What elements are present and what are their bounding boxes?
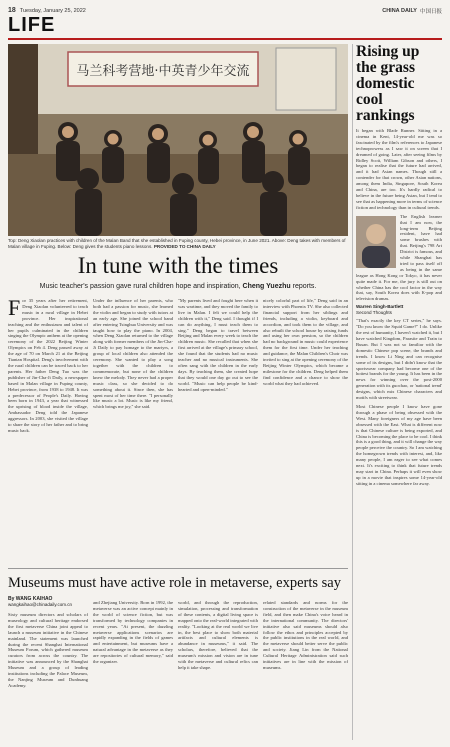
second-text-2: and Zhejiang University. Born in 1992, the metaverse was an active concept mainly in the world of science fiction, but was transformed by technology companies in recent years. "At present, the dazzling metaverse applications scenarios are rapidly expanding in the fields of games and entertainment, but museums have a natural advantage in the metaverse as they are repositories of cultural memory," said the organizer. bbox=[93, 600, 173, 665]
caption-text: Top: Deng Xiaolan practices with children of the Malan Band that she established in Fuping county, Hebei province, in June 2021. Above: Deng takes with members of Malan village in Fuping. Below: Deng gives the students piano lessons. bbox=[8, 238, 346, 249]
byline-name: By WANG KAIHAO bbox=[8, 596, 53, 602]
portrait-illustration bbox=[356, 216, 396, 268]
section-title: LIFE bbox=[8, 14, 56, 36]
columnist-name: Warren Singh-Bartlett bbox=[356, 304, 404, 310]
story-column-2 bbox=[93, 298, 173, 560]
main-headline: In tune with the times bbox=[77, 253, 279, 278]
sidebar-text-4: Most Chinese people I know have gone through a phase of being obsessed with the West. Many foreigners of my age have been obsessed with the East. What is different now is that Chinese culture is being exported, and China is becoming the place to be cool. I think this is a good thing, and it will change the way people perceive the country. So I am watching the homegrown trends with interest, and, like many people, I am eager to see what comes next. It's exciting to think that future trends may start in China. Perhaps it will even show up in a movie that inspires some 14-year-old sitting in a cinema somewhere far away. bbox=[356, 403, 442, 486]
photo-credit: PROVIDED TO CHINA DAILY bbox=[153, 243, 216, 249]
banner-text: 马兰科考营地·中英青少年交流 bbox=[76, 64, 250, 79]
sidebar-headline: Rising up the grass domestic cool rankings bbox=[356, 44, 420, 124]
deck-suffix: reports. bbox=[292, 283, 317, 290]
columnist-caption bbox=[356, 304, 442, 315]
columnist-portrait bbox=[356, 216, 396, 268]
issue-date: Tuesday, January 25, 2022 bbox=[19, 7, 86, 14]
story-text-3: "My parents lived and fought here when it was wartime, and they moved the family to live in Malan. I felt we could help the children with it," Deng said. I thought if I can do anything, I must teach them to sing." Deng began to travel between Beijing and Malan every week to teach the children music. She recalled that when she first arrived at the village's primary school, she found that the students had no music teacher and no musical instruments. She often sang with the children in the early days. By teaching them, she created hope that they would one day go out to see the world. "Music can help people be kind-hearted and open-minded." bbox=[178, 298, 258, 392]
sidebar-text-3: "That's exactly the key CT series," he says. "Do you know the Squid Game?" I do. Unlike the rest of humanity, I haven't watched it, but I have watched Kingdom, Parasite and Train to Busan. But I was not so familiar with the domestic Chinese pop scene, the brands and trends. I know Li Ning and can recognise some of its designs, but I didn't know that the sportswear company had become one of the hottest brands for the young. It has been in the news for winning over the post-2000 generation with its guochao, or 'national trend' designs, which mix Chinese characters and motifs with streetwear. bbox=[356, 318, 442, 401]
page-header bbox=[8, 6, 442, 15]
story-column-1 bbox=[8, 298, 88, 560]
sidebar-divider bbox=[352, 44, 353, 740]
columnist-role: Second Thoughts bbox=[356, 309, 392, 315]
sidebar-text-1: It began with Blade Runner. Sitting in a cinema in Kent, 14-year-old me was so fascinated by the film's references to Japanese technoprowess as I saw it on screen that I dreamed of going. Later, after seeing films by Ridley Scott, William Gibson and others, I began to realise that the future had arrived, and it had Asian names. Though still a contender for that crown, other Asian nations, among them India, Singapore, South Korea and China, are too. It's hardly radical to believe in the future being Asian, but I tend to see that as happening more in terms of science fiction and technology than in cultural trends. bbox=[356, 128, 442, 210]
sidebar-column bbox=[356, 44, 442, 740]
photo-caption bbox=[8, 238, 348, 249]
second-column-3 bbox=[178, 600, 258, 740]
main-deck bbox=[8, 283, 348, 290]
main-photo bbox=[8, 44, 348, 236]
second-text-1: Sixty museum directors and scholars of museology and cultural heritage endorsed the first metaverse China joint appeal to launch a museum initiative in the Chinese mainland. The statement was launched during the recent Shanghai International Museum Forum, which gathered museum curators from across the country. The initiative was announced by the Shanghai Museum and a group of leading institutions including the Palace Museum, the Nanjing Museum and Dunhuang Academy. bbox=[8, 612, 88, 688]
publication-name-cn: 中国日报 bbox=[419, 8, 442, 15]
section-rule bbox=[8, 38, 442, 40]
deck-text: Music teacher's passion gave rural children hope and inspiration, bbox=[39, 283, 241, 290]
byline-email: wangkaihao@chinadaily.com.cn bbox=[8, 602, 73, 607]
story-text-2: Under the influence of her parents, who both had a passion for music, she learned the violin and began to study with tutors at an early age. She joined the school band after entering Tsinghua University and was taught how to play the piano. In 2004, when Deng Xiaolan returned to the village along with former members of the Jin-Cha-Ji Daily to pay homage to the martyrs, a group of local children also attended the ceremony. She wanted to play a song together with the children to commemorate, but none of the children knew the melody. They never had a proper music class, so she decided to do something about it. Since then, she has spent most of her time there. "I personally like music a lot. Music is like my friend, which brings me joy," she said. bbox=[93, 298, 173, 410]
second-column-4 bbox=[263, 600, 348, 740]
story-text-1: or 35 years after her retirement, Deng Xiaolan volunteered to teach music in a rural village in Hebei province. Her inspirational teaching and the enthusiasm and talent of her pupils culminated in the children singing the Olympic anthem at the opening ceremony of the 2022 Beijing Winter Olympics on Feb 4. Deng passed away at the age of 70 on March 21 at the Beijing Tiantan Hospital. Deng's involvement with the rural children can be traced back to her parents. Her father Deng Tuo was the publisher of Jin-Cha-Ji Daily, a newspaper based in Malan village in Fuping county, Hebei province, from 1938 to 1948. It was a predecessor of People's Daily. Having been born in 1943, a year that witnessed the uprising of blood inside the village, Ambassador Deng told the Japanese aggressors. In 2003, she visited the village to share the story of her father and to bring music back. bbox=[8, 298, 88, 433]
classroom-photo-illustration bbox=[8, 44, 348, 236]
second-column-2 bbox=[93, 600, 173, 740]
second-text-4: related standards and norms for the construction of the metaverse in the museum field, and then make China's voice heard in the international community. The directors' initiative also said museums should also follow the ethos and principles accepted by the public institutions in the real world, and the metaverse should better serve the public and society. Jiang Lin from the National Cultural Heritage Administration said such initiatives are in line with the mission of museums. bbox=[263, 600, 348, 670]
page-number: 18 bbox=[8, 7, 16, 14]
sidebar-text-2: The English learner that I am now, the long-term Beijing resident, have had some brushes with that. Beijing's 798 Art District is famous, and while Shanghai has tried to pass itself off as being in the same league as Hong Kong or Tokyo, it has never quite made it. For me, the jury is still out on whether China has the cool factor in the way that, say, South Korea does with K-pop and television dramas. bbox=[356, 213, 442, 302]
second-text-3: world, and through the reproduction, simulation, processing and transformation of these contents, a digital living space is mapped onto the real-world integrated with reality. "Looking at the real world we live in, the best place to show both material artifacts and cultural elements is abundance in museums," it said. The scholars, therefore, believed that the museum's mission and vision are in tune with the metaverse and cultural relics can help it take shape. bbox=[178, 600, 258, 670]
second-column-1 bbox=[8, 612, 88, 740]
publication-name: CHINA DAILY bbox=[382, 7, 417, 14]
story-text-4: nicely colorful part of life," Deng said in an interview with Phoenix TV. She also collected financial support from her siblings and friends, including a violin, keyboard and accordion, and took them to the village, and also rebuilt the school house by raising funds and using her own pension, so the children had no background in music could experience them for the first time. Under her teaching and guidance, the Malan Children's Choir was invited to sing at the opening ceremony of the Beijing Winter Olympics, which became a milestone for the children. Deng helped them find confidence and a chance to show the world what they had achieved. bbox=[263, 298, 348, 386]
second-headline: Museums must have active role in metaverse, experts say bbox=[8, 575, 341, 591]
deck-author: Cheng Yuezhu bbox=[242, 283, 291, 290]
second-byline bbox=[8, 596, 72, 607]
story-divider bbox=[8, 568, 348, 569]
drop-cap: F bbox=[8, 298, 21, 320]
story-column-4 bbox=[263, 298, 348, 560]
story-column-3 bbox=[178, 298, 258, 560]
